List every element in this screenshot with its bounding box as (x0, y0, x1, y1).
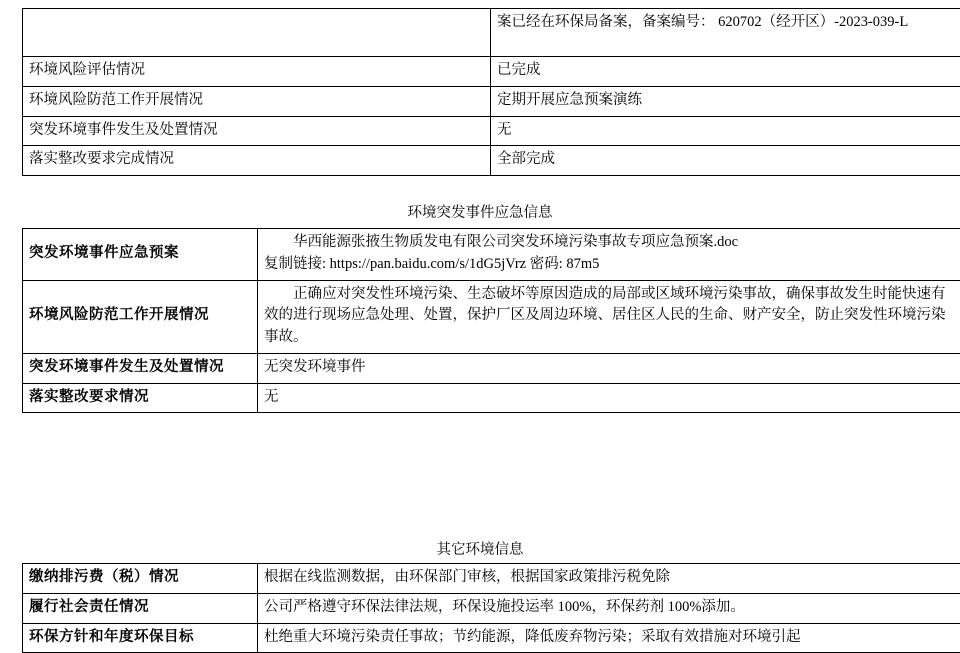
row-value: 杜绝重大环境污染责任事故；节约能源，降低废弃物污染；采取有效措施对环境引起 (258, 623, 960, 653)
row-value (258, 229, 960, 281)
emergency-plan-link[interactable]: 复制链接: https://pan.baidu.com/s/1dG5jVrz 密码: 87m5 (264, 254, 955, 276)
row-label: 环境风险防范工作开展情况 (23, 280, 258, 353)
row-label: 环境风险防范工作开展情况 (23, 86, 491, 116)
table-row (23, 57, 960, 87)
emergency-plan-filename: 华西能源张掖生物质发电有限公司突发环境污染事故专项应急预案.doc (264, 232, 955, 254)
section-title-other: 其它环境信息 (0, 540, 960, 560)
table-row (23, 229, 960, 281)
row-label: 落实整改要求完成情况 (23, 146, 491, 176)
table-row (23, 564, 960, 594)
section-title-emergency: 环境突发事件应急信息 (0, 203, 960, 223)
row-label: 环保方针和年度环保目标 (23, 623, 258, 653)
row-label: 突发环境事件发生及处置情况 (23, 353, 258, 383)
row-label: 突发环境事件发生及处置情况 (23, 116, 491, 146)
row-value: 定期开展应急预案演练 (491, 86, 960, 116)
row-label: 缴纳排污费（税）情况 (23, 564, 258, 594)
row-value: 无 (258, 383, 960, 413)
table-row (23, 116, 960, 146)
emergency-info-table (22, 228, 960, 413)
row-value (258, 280, 960, 353)
row-value: 根据在线监测数据，由环保部门审核，根据国家政策排污税免除 (258, 564, 960, 594)
row-label: 履行社会责任情况 (23, 593, 258, 623)
row-label: 落实整改要求情况 (23, 383, 258, 413)
row-value: 案已经在环保局备案，备案编号： 620702（经开区）-2023-039-L (491, 9, 960, 57)
table-row (23, 86, 960, 116)
row-label (23, 9, 491, 57)
table-row (23, 280, 960, 353)
table-row (23, 593, 960, 623)
row-value: 无突发环境事件 (258, 353, 960, 383)
table-row (23, 353, 960, 383)
table-row (23, 9, 960, 57)
row-value-text: 正确应对突发性环境污染、生态破坏等原因造成的局部或区域环境污染事故，确保事故发生时能快速有效的进行现场应急处理、处置，保护厂区及周边环境、居住区人民的生命、财产安全，防止突发性环境污染事故。 (264, 284, 955, 349)
row-value: 已完成 (491, 57, 960, 87)
row-value: 全部完成 (491, 146, 960, 176)
row-value: 无 (491, 116, 960, 146)
environment-risk-table (22, 8, 960, 176)
table-row (23, 623, 960, 653)
row-value: 公司严格遵守环保法律法规，环保设施投运率 100%，环保药剂 100%添加。 (258, 593, 960, 623)
table-row (23, 146, 960, 176)
table-row (23, 383, 960, 413)
row-label: 突发环境事件应急预案 (23, 229, 258, 281)
other-environment-info-table (22, 563, 960, 653)
row-label: 环境风险评估情况 (23, 57, 491, 87)
